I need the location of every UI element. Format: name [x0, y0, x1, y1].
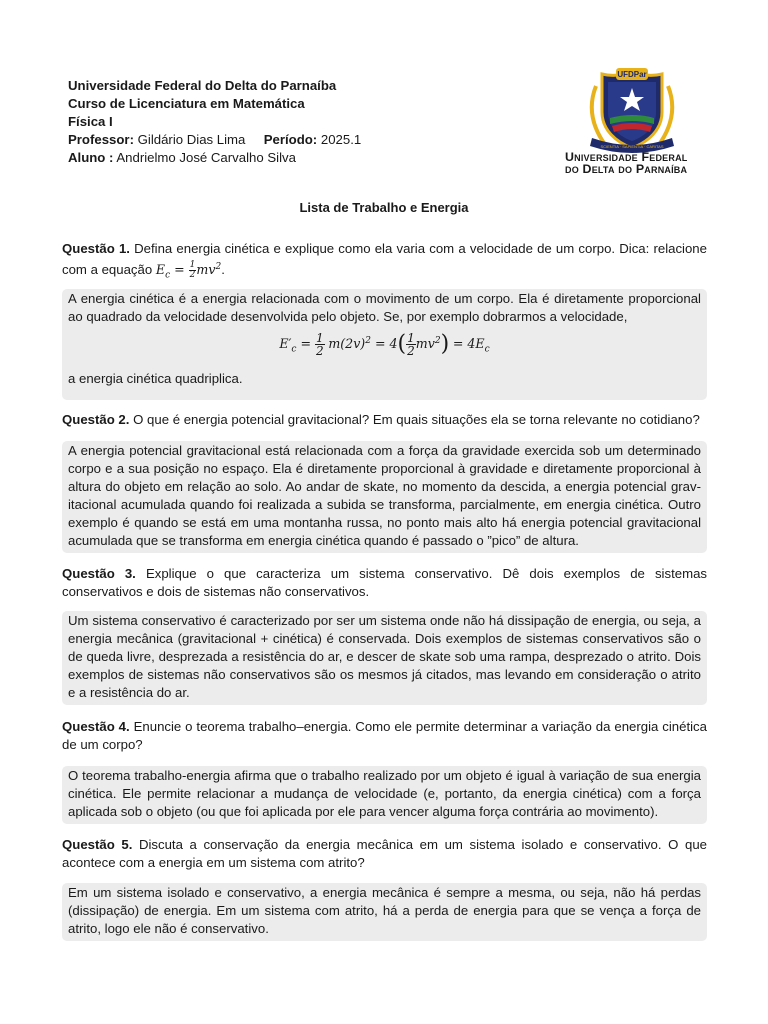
doubling-velocity-equation: $E'_c$ = $\frac{1}{2}$ $m(2v)^2 = 4$( $\frac{1}{2}$ $mv^2) = 4E_c$: [279, 331, 490, 359]
logo-line-1: Universidade Federal: [565, 150, 688, 164]
question-text: Defina energia cinética e explique como ela varia com a velocidade de um corpo. Dica: relacione com a equação: [62, 241, 707, 278]
professor-line: [68, 131, 488, 149]
question-label: Questão 2.: [62, 412, 130, 427]
answer-2: [62, 441, 707, 553]
subject-name: Física I: [68, 114, 113, 129]
student-name: Andrielmo José Carvalho Silva: [116, 150, 296, 165]
answer-text-conclusion: a energia cinética quadriplica.: [68, 371, 243, 386]
period-label: Período:: [263, 132, 318, 147]
document-header: [68, 77, 488, 167]
question-text: Enuncie o teorema trabalho–energia. Como ele permite determinar a variação da energia cinética de um corpo?: [62, 719, 707, 752]
question-label: Questão 5.: [62, 837, 133, 852]
question-3: [62, 565, 707, 601]
question-text: O que é energia potencial gravitacional? Em quais situações ela se torna relevante no cotidiano?: [133, 412, 700, 427]
professor-name: Gildário Dias Lima: [137, 132, 246, 147]
student-label: Aluno :: [68, 150, 114, 165]
course-name: Curso de Licenciatura em Matemática: [68, 96, 305, 111]
answer-text: A energia cinética é a energia relacionada com o movimento de um corpo. Ela é diretamente proporcional ao quadrado da velocidade desenvolvida pelo objeto. Se, por exemplo dobrarmos a velocidade,: [68, 291, 701, 324]
question-text: Discuta a conservação da energia mecânica em um sistema isolado e conservativo. O que acontece com a energia em um sistema com atrito?: [62, 837, 707, 870]
student-line: [68, 149, 488, 167]
answer-text: Um sistema conservativo é caracterizado por ser um sistema onde não há dissipação de energia, ou seja, a energia mecânica (gravitacional + cinética) é conservada. Dois exemplos de sistemas conservativos são o de queda livre, desprezada a resistência do ar, e descer de skate sob uma rampa, desprezado o atrito. Dois exemplos de sistemas não conservativos são os mesmos já citados, mas levando em consideração o atrito e a resistência do ar.: [68, 613, 701, 700]
answer-3: [62, 611, 707, 705]
question-2: [62, 411, 707, 429]
answer-text: O teorema trabalho-energia afirma que o trabalho realizado por um objeto é igual à variação de sua energia cinética. Ele permite relacionar a mudança de velocidade (e, portanto, da energia cinética) com a força aplicada sob o objeto (ou que foi aplicada por ele para vencer alguma força contrária ao movimento).: [68, 768, 701, 819]
answer-text: Em um sistema isolado e conservativo, a energia mecânica é sempre a mesma, ou seja, não há perdas (dissipação) de energia. Em um sistema com atrito, há a perda de energia para que se vença a força de atrito, logo ele não é conservativo.: [68, 885, 701, 936]
question-label: Questão 3.: [62, 566, 136, 581]
answer-1: [62, 289, 707, 400]
question-1: Questão 1. Defina energia cinética e explique como ela varia com a velocidade de um corpo. Dica: relacione com a equação $E_c$ = $\frac{1}{2}$ $mv^2$.: [62, 241, 707, 281]
document-title: Lista de Trabalho e Energia: [299, 200, 469, 215]
answer-5: [62, 883, 707, 941]
question-text: Explique o que caracteriza um sistema conservativo. Dê dois exemplos de sistemas conservativos e dois de sistemas não conservativos.: [62, 566, 707, 599]
logo-banner-text: SCIENTIA · SAPIENTIA · CARITAS: [600, 144, 664, 149]
question-label: Questão 4.: [62, 719, 130, 734]
kinetic-energy-formula: $E_c$ = $\frac{1}{2}$ $mv^2$: [155, 260, 222, 281]
question-4: [62, 718, 707, 754]
question-5: [62, 836, 707, 872]
professor-label: Professor:: [68, 132, 134, 147]
answer-text: A energia potencial gravitacional está relacionada com a força da gravidade exercida sob um determinado corpo e a sua posição no espaço. Ela é diretamente proporcional à gravidade e diretamente proporcional à altura do objeto em relação ao solo. Ao andar de skate, no momento da descida, a energia potencial grav- itacional acumulada quando foi realizada a subida se transforma, parcialmente, em energia cinética. Outro exemplo é quando se está em uma montanha russa, no ponto mais alto há energia potencial gravitacional acumulada que se transforma em energia cinética quando é passado o ”pico” de altura.: [68, 443, 701, 548]
answer-4: [62, 766, 707, 824]
logo-line-2: do Delta do Parnaíba: [565, 162, 688, 176]
question-label: Questão 1.: [62, 241, 130, 256]
logo-emblem-text: UFDPar: [617, 70, 647, 79]
logo-wordmark: [565, 151, 705, 175]
period-value: 2025.1: [320, 132, 362, 147]
university-name: Universidade Federal do Delta do Parnaíba: [68, 78, 337, 93]
